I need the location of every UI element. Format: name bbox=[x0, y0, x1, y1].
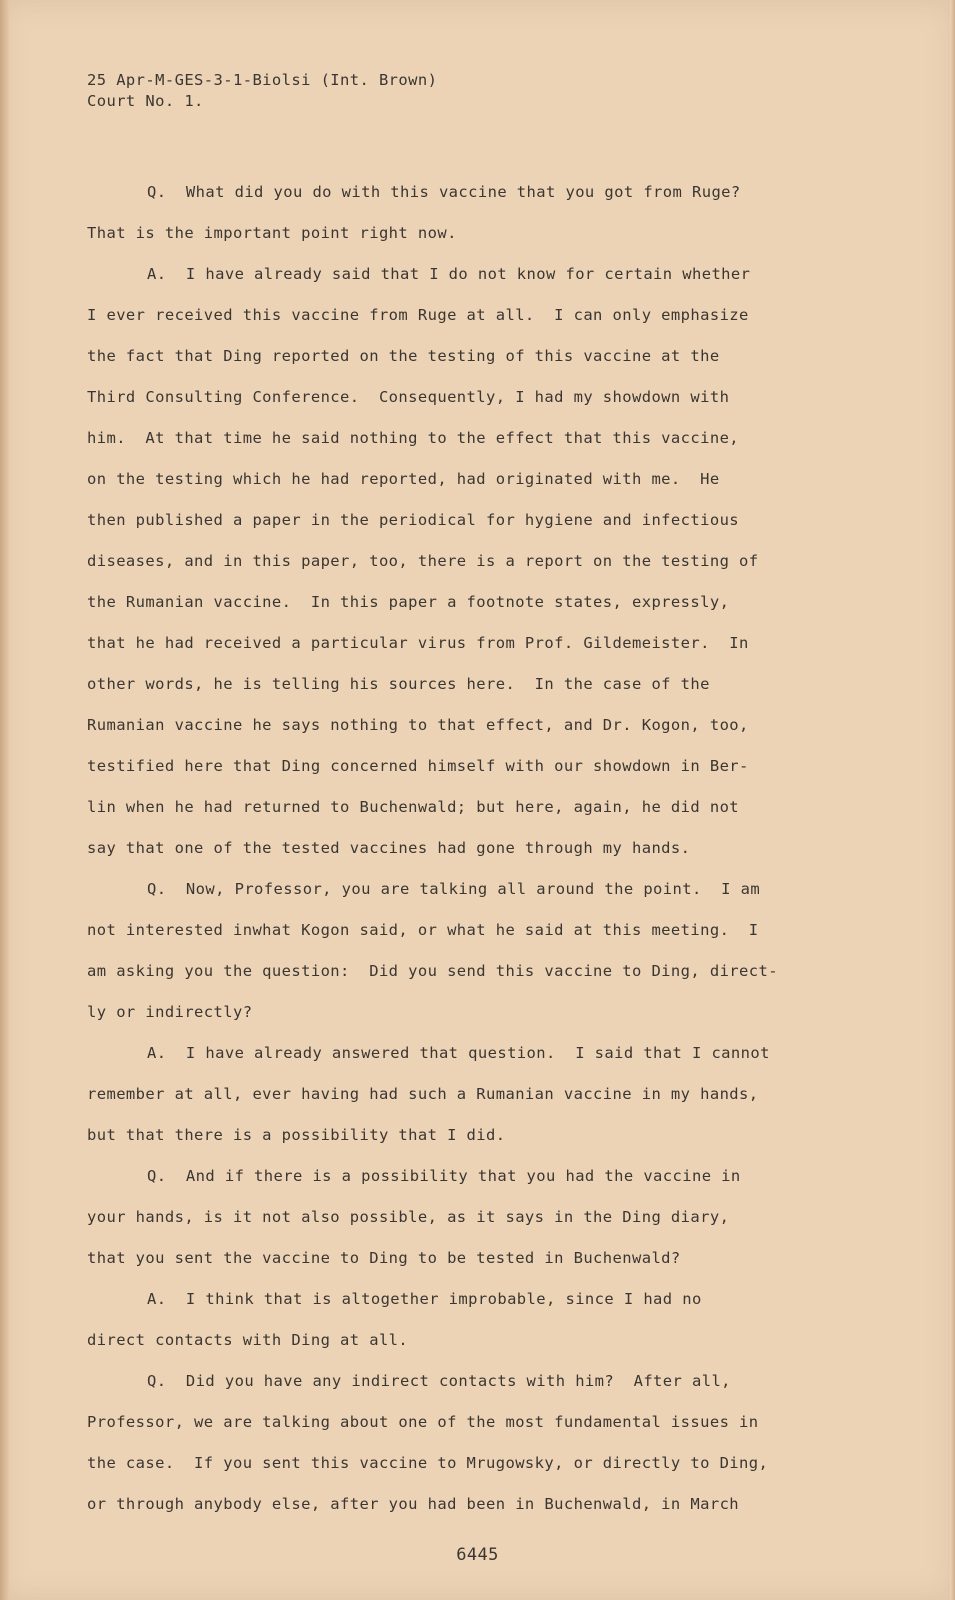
transcript-line: A. I have already said that I do not know for certain whether bbox=[147, 265, 751, 283]
header-reference-line: 25 Apr-M-GES-3-1-Biolsi (Int. Brown) bbox=[87, 71, 438, 89]
transcript-line: the Rumanian vaccine. In this paper a footnote states, expressly, bbox=[87, 593, 730, 611]
page-left-edge bbox=[0, 0, 9, 1600]
transcript-line: ly or indirectly? bbox=[87, 1003, 253, 1021]
transcript-line: diseases, and in this paper, too, there is a report on the testing of bbox=[87, 552, 759, 570]
document-header bbox=[87, 70, 437, 112]
transcript-line: that you sent the vaccine to Ding to be tested in Buchenwald? bbox=[87, 1249, 681, 1267]
page-right-edge bbox=[950, 0, 955, 1600]
transcript-line: the fact that Ding reported on the testing of this vaccine at the bbox=[87, 347, 720, 365]
transcript-line: the case. If you sent this vaccine to Mrugowsky, or directly to Ding, bbox=[87, 1454, 769, 1472]
transcript-line: but that there is a possibility that I did. bbox=[87, 1126, 506, 1144]
transcript-line: That is the important point right now. bbox=[87, 224, 457, 242]
transcript-line: your hands, is it not also possible, as it says in the Ding diary, bbox=[87, 1208, 730, 1226]
transcript-line: I ever received this vaccine from Ruge at all. I can only emphasize bbox=[87, 306, 749, 324]
transcript-line: other words, he is telling his sources here. In the case of the bbox=[87, 675, 710, 693]
transcript-line: Rumanian vaccine he says nothing to that effect, and Dr. Kogon, too, bbox=[87, 716, 749, 734]
transcript-line: testified here that Ding concerned himself with our showdown in Ber- bbox=[87, 757, 749, 775]
transcript-line: A. I think that is altogether improbable, since I had no bbox=[147, 1290, 702, 1308]
transcript-line: Q. Now, Professor, you are talking all around the point. I am bbox=[147, 880, 761, 898]
transcript-line: A. I have already answered that question. I said that I cannot bbox=[147, 1044, 770, 1062]
transcript-line: say that one of the tested vaccines had gone through my hands. bbox=[87, 839, 691, 857]
transcript-line: then published a paper in the periodical for hygiene and infectious bbox=[87, 511, 740, 529]
transcript-line: am asking you the question: Did you send this vaccine to Ding, direct- bbox=[87, 962, 778, 980]
transcript-body bbox=[87, 172, 817, 1525]
transcript-line: Q. Did you have any indirect contacts with him? After all, bbox=[147, 1372, 731, 1390]
transcript-line: not interested inwhat Kogon said, or what he said at this meeting. I bbox=[87, 921, 759, 939]
transcript-line: or through anybody else, after you had been in Buchenwald, in March bbox=[87, 1495, 740, 1513]
transcript-line: on the testing which he had reported, had originated with me. He bbox=[87, 470, 720, 488]
header-court-line: Court No. 1. bbox=[87, 92, 204, 110]
transcript-line: him. At that time he said nothing to the effect that this vaccine, bbox=[87, 429, 740, 447]
transcript-line: that he had received a particular virus from Prof. Gildemeister. In bbox=[87, 634, 749, 652]
transcript-line: remember at all, ever having had such a Rumanian vaccine in my hands, bbox=[87, 1085, 759, 1103]
transcript-line: Third Consulting Conference. Consequently, I had my showdown with bbox=[87, 388, 730, 406]
transcript-line: Q. What did you do with this vaccine that you got from Ruge? bbox=[147, 183, 741, 201]
transcript-line: Professor, we are talking about one of the most fundamental issues in bbox=[87, 1413, 759, 1431]
transcript-line: direct contacts with Ding at all. bbox=[87, 1331, 409, 1349]
page-number: 6445 bbox=[456, 1545, 499, 1565]
transcript-line: Q. And if there is a possibility that you had the vaccine in bbox=[147, 1167, 741, 1185]
transcript-line: lin when he had returned to Buchenwald; but here, again, he did not bbox=[87, 798, 740, 816]
